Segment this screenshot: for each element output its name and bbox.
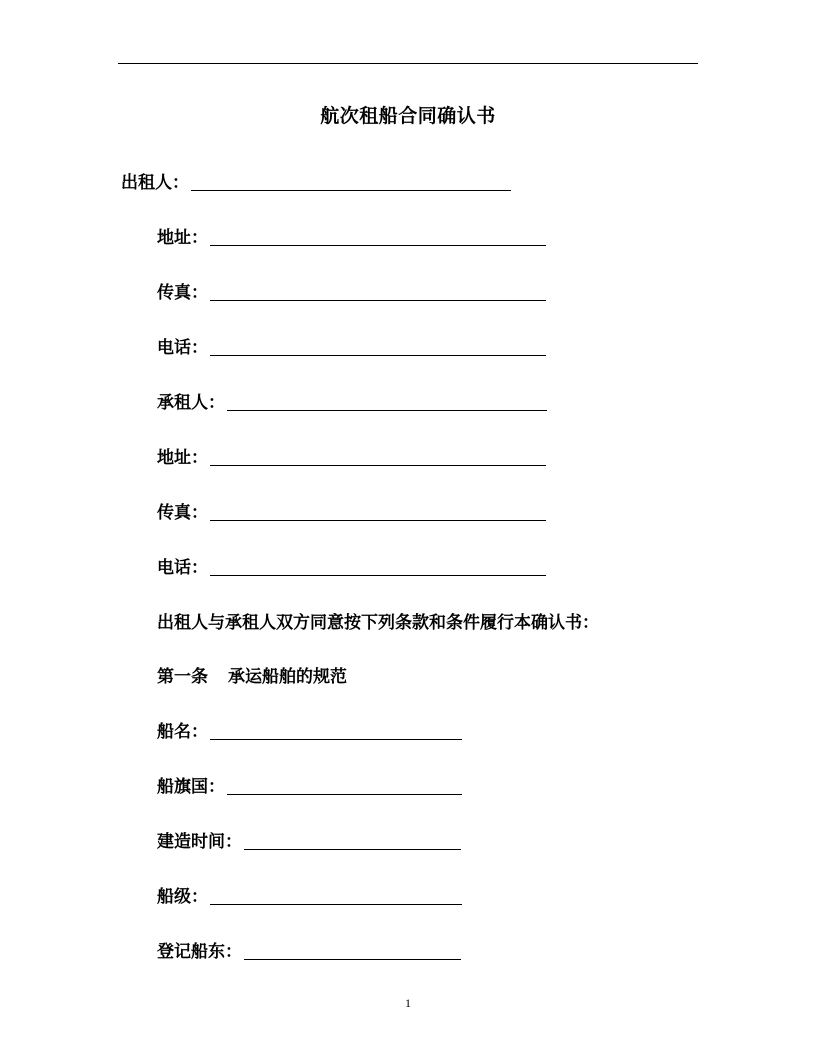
charterer-phone-field [157, 553, 546, 578]
flag-field [157, 772, 462, 797]
owner-label: 出租人： [121, 173, 189, 193]
agreement-text: 出租人与承租人双方同意按下列条款和条件履行本确认书： [157, 613, 599, 633]
owner-phone-label: 电话： [157, 338, 208, 358]
owner-address-blank[interactable] [210, 228, 546, 246]
owner-phone-blank[interactable] [210, 338, 546, 356]
charterer-fax-blank[interactable] [210, 503, 546, 521]
owner-address-field [157, 223, 546, 248]
charterer-fax-label: 传真： [157, 503, 208, 523]
ship-name-field [157, 717, 462, 742]
charterer-phone-blank[interactable] [210, 558, 546, 576]
class-field [157, 882, 462, 907]
owner-fax-label: 传真： [157, 283, 208, 303]
charterer-label: 承租人： [157, 393, 225, 413]
build-time-label: 建造时间： [157, 832, 242, 852]
registered-owner-label: 登记船东： [157, 942, 242, 962]
registered-owner-field [157, 937, 461, 962]
article-1-number: 第一条 [157, 667, 208, 687]
charterer-field [157, 388, 547, 413]
owner-fax-blank[interactable] [210, 283, 546, 301]
charterer-blank[interactable] [227, 393, 547, 411]
owner-fax-field [157, 278, 546, 303]
page-number: 1 [405, 996, 411, 1010]
flag-label: 船旗国： [157, 777, 225, 797]
registered-owner-blank[interactable] [244, 942, 461, 960]
flag-blank[interactable] [227, 777, 462, 795]
charterer-address-blank[interactable] [210, 448, 546, 466]
build-time-blank[interactable] [244, 832, 461, 850]
charterer-fax-field [157, 498, 546, 523]
owner-address-label: 地址： [157, 228, 208, 248]
charterer-phone-label: 电话： [157, 558, 208, 578]
document-title: 航次租船合同确认书 [320, 105, 496, 127]
build-time-field [157, 827, 461, 852]
article-1-heading [157, 662, 347, 687]
class-label: 船级： [157, 887, 208, 907]
charterer-address-field [157, 443, 546, 468]
charterer-address-label: 地址： [157, 448, 208, 468]
owner-field [121, 168, 511, 193]
owner-blank[interactable] [191, 173, 511, 191]
header-rule [118, 63, 698, 64]
class-blank[interactable] [210, 887, 462, 905]
article-1-title: 承运船舶的规范 [228, 667, 347, 687]
ship-name-label: 船名： [157, 722, 208, 742]
owner-phone-field [157, 333, 546, 358]
ship-name-blank[interactable] [210, 722, 462, 740]
